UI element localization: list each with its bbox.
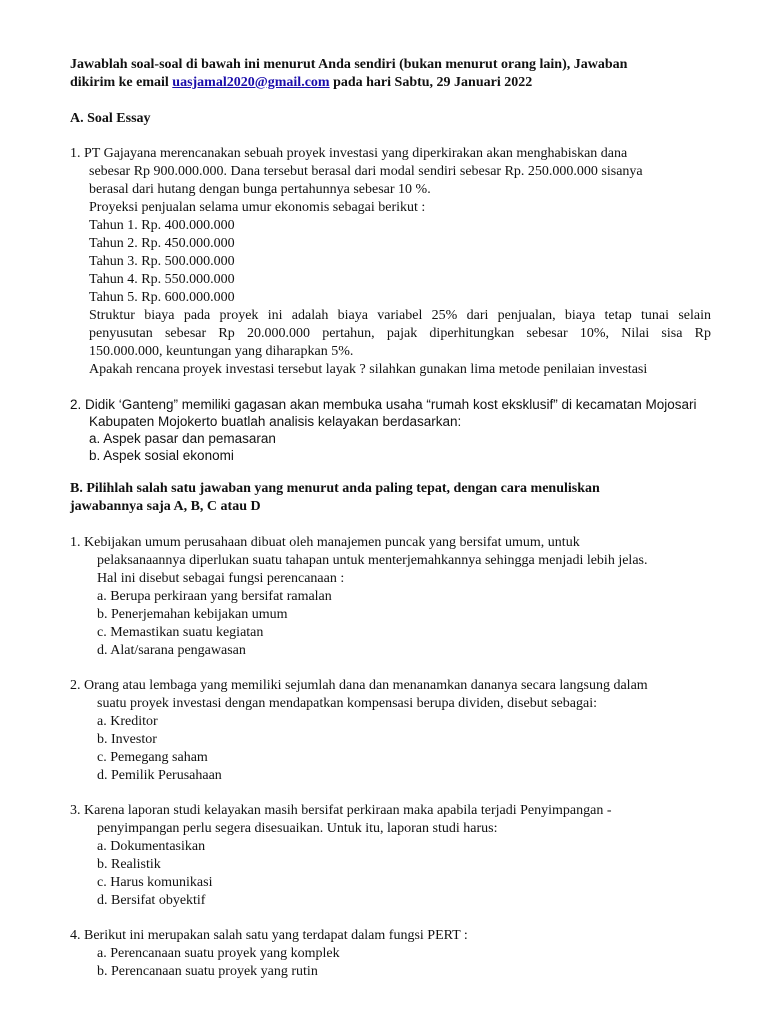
essay-q1-line: berasal dari hutang dengan bunga pertahunnya sebesar 10 %. [89, 182, 431, 197]
mc-question-line: penyimpangan perlu segera disesuaikan. Untuk itu, laporan studi harus: [97, 821, 498, 836]
mc-option: d. Bersifat obyektif [97, 893, 206, 908]
essay-q2-option: b. Aspek sosial ekonomi [89, 448, 234, 463]
mc-option: b. Realistik [97, 857, 161, 872]
mc-option: d. Alat/sarana pengawasan [97, 643, 246, 658]
essay-q2-option: a. Aspek pasar dan pemasaran [89, 431, 276, 446]
section-b-heading: jawabannya saja A, B, C atau D [70, 499, 261, 514]
essay-q1-question: Apakah rencana proyek investasi tersebut layak ? silahkan gunakan lima metode penilaian investasi [89, 362, 648, 377]
sales-projection-year: Tahun 4. Rp. 550.000.000 [89, 272, 235, 287]
sales-projection-year: Tahun 5. Rp. 600.000.000 [89, 290, 235, 305]
essay-q2-line: 2. Didik ‘Ganteng” memiliki gagasan akan membuka usaha “rumah kost eksklusif” di kecamatan Mojosari [70, 397, 697, 412]
section-b-heading: B. Pilihlah salah satu jawaban yang menurut anda paling tepat, dengan cara menuliskan [70, 481, 600, 496]
mc-option: a. Dokumentasikan [97, 839, 206, 854]
mc-option: c. Memastikan suatu kegiatan [97, 625, 264, 640]
mc-option: b. Perencanaan suatu proyek yang rutin [97, 964, 318, 979]
instruction-line-2: dikirim ke email uasjamal2020@gmail.com pada hari Sabtu, 29 Januari 2022 [70, 75, 533, 90]
sales-projection-year: Tahun 1. Rp. 400.000.000 [89, 218, 235, 233]
mc-option: b. Investor [97, 732, 157, 747]
essay-q1-line: Proyeksi penjualan selama umur ekonomis sebagai berikut : [89, 200, 426, 215]
mc-question-line: 1. Kebijakan umum perusahaan dibuat oleh manajemen puncak yang bersifat umum, untuk [70, 535, 580, 550]
mc-question-line: 4. Berikut ini merupakan salah satu yang terdapat dalam fungsi PERT : [70, 928, 468, 943]
cost-structure-line: 150.000.000, keuntungan yang diharapkan 5%. [89, 344, 354, 359]
mc-question-line: suatu proyek investasi dengan mendapatkan kompensasi berupa dividen, disebut sebagai: [97, 696, 597, 711]
mc-option: d. Pemilik Perusahaan [97, 768, 222, 783]
mc-option: c. Pemegang saham [97, 750, 208, 765]
mc-option: b. Penerjemahan kebijakan umum [97, 607, 288, 622]
mc-option: a. Berupa perkiraan yang bersifat ramalan [97, 589, 332, 604]
essay-q1-line: 1. PT Gajayana merencanakan sebuah proyek investasi yang diperkirakan akan menghabiskan dana [70, 146, 628, 161]
mc-question-line: 3. Karena laporan studi kelayakan masih bersifat perkiraan maka apabila terjadi Penyimpangan - [70, 803, 612, 818]
sales-projection-year: Tahun 3. Rp. 500.000.000 [89, 254, 235, 269]
cost-structure-line: Struktur biaya pada proyek ini adalah biaya variabel 25% dari penjualan, biaya tetap tunai selain [89, 308, 711, 323]
mc-question-line: pelaksanaannya diperlukan suatu tahapan untuk menterjemahkannya sehingga menjadi lebih jelas. [97, 553, 648, 568]
section-a-heading: A. Soal Essay [70, 111, 151, 126]
essay-q1-line: sebesar Rp 900.000.000. Dana tersebut berasal dari modal sendiri sebesar Rp. 250.000.000 sisanya [89, 164, 643, 179]
sales-projection-year: Tahun 2. Rp. 450.000.000 [89, 236, 235, 251]
mc-option: a. Perencanaan suatu proyek yang komplek [97, 946, 340, 961]
email-link[interactable]: uasjamal2020@gmail.com [172, 75, 330, 90]
mc-option: c. Harus komunikasi [97, 875, 213, 890]
mc-option: a. Kreditor [97, 714, 158, 729]
essay-q2-line: Kabupaten Mojokerto buatlah analisis kelayakan berdasarkan: [89, 414, 462, 429]
instruction-line-1: Jawablah soal-soal di bawah ini menurut Anda sendiri (bukan menurut orang lain), Jawaban [70, 57, 628, 72]
mc-question-line: 2. Orang atau lembaga yang memiliki sejumlah dana dan menanamkan dananya secara langsung dalam [70, 678, 648, 693]
mc-question-line: Hal ini disebut sebagai fungsi perencanaan : [97, 571, 345, 586]
cost-structure-line: penyusutan sebesar Rp 20.000.000 pertahun, pajak diperhitungkan sebesar 10%, Nilai sisa Rp [89, 326, 711, 341]
